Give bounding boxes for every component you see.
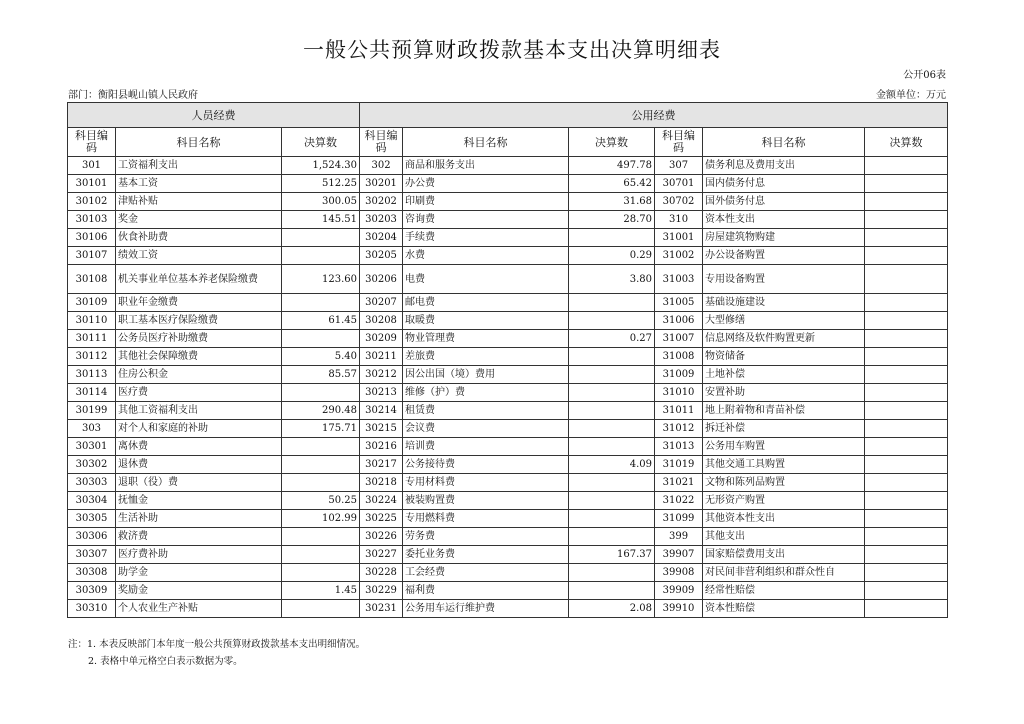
header-amount: 决算数 (865, 128, 948, 157)
amount-cell (865, 312, 948, 330)
code-cell: 307 (655, 157, 703, 175)
name-cell: 工会经费 (403, 564, 569, 582)
amount-cell: 4.09 (569, 456, 655, 474)
table-row (68, 247, 948, 265)
amount-cell (865, 247, 948, 265)
name-cell: 办公费 (403, 175, 569, 193)
name-cell: 拆迁补偿 (703, 420, 865, 438)
code-cell: 30217 (360, 456, 403, 474)
group-header-row (68, 103, 948, 128)
name-cell: 其他工资福利支出 (116, 402, 282, 420)
amount-cell (569, 402, 655, 420)
amount-cell (282, 229, 360, 247)
amount-cell (865, 265, 948, 294)
name-cell: 助学金 (116, 564, 282, 582)
name-cell: 退休费 (116, 456, 282, 474)
name-cell: 伙食补助费 (116, 229, 282, 247)
amount-cell (865, 456, 948, 474)
name-cell: 培训费 (403, 438, 569, 456)
name-cell: 医疗费补助 (116, 546, 282, 564)
amount-cell (865, 474, 948, 492)
code-cell: 30106 (68, 229, 116, 247)
name-cell: 商品和服务支出 (403, 157, 569, 175)
column-header-row (68, 128, 948, 157)
header-amount: 决算数 (282, 128, 360, 157)
amount-cell (569, 510, 655, 528)
name-cell: 被装购置费 (403, 492, 569, 510)
table-row (68, 211, 948, 229)
code-cell: 30103 (68, 211, 116, 229)
code-cell: 30209 (360, 330, 403, 348)
amount-cell: 2.08 (569, 600, 655, 618)
code-cell: 30112 (68, 348, 116, 366)
name-cell: 物资储备 (703, 348, 865, 366)
name-cell: 救济费 (116, 528, 282, 546)
name-cell: 其他社会保障缴费 (116, 348, 282, 366)
table-row (68, 438, 948, 456)
amount-cell: 5.40 (282, 348, 360, 366)
name-cell: 住房公积金 (116, 366, 282, 384)
code-cell: 30208 (360, 312, 403, 330)
code-cell: 30199 (68, 402, 116, 420)
code-cell: 30218 (360, 474, 403, 492)
amount-cell: 31.68 (569, 193, 655, 211)
table-row (68, 330, 948, 348)
name-cell: 专用燃料费 (403, 510, 569, 528)
code-cell: 303 (68, 420, 116, 438)
code-cell: 30309 (68, 582, 116, 600)
name-cell: 公务接待费 (403, 456, 569, 474)
code-cell: 30214 (360, 402, 403, 420)
name-cell: 资本性支出 (703, 211, 865, 229)
amount-cell (569, 312, 655, 330)
name-cell: 离休费 (116, 438, 282, 456)
table-row (68, 492, 948, 510)
code-cell: 30702 (655, 193, 703, 211)
amount-cell (282, 438, 360, 456)
code-cell: 30306 (68, 528, 116, 546)
name-cell: 福利费 (403, 582, 569, 600)
code-cell: 30302 (68, 456, 116, 474)
notes (68, 636, 365, 670)
code-cell: 30212 (360, 366, 403, 384)
name-cell: 其他支出 (703, 528, 865, 546)
amount-cell: 145.51 (282, 211, 360, 229)
amount-cell (865, 420, 948, 438)
amount-cell: 65.42 (569, 175, 655, 193)
amount-cell (865, 492, 948, 510)
code-cell: 30231 (360, 600, 403, 618)
form-number: 公开06表 (903, 70, 946, 81)
amount-cell: 512.25 (282, 175, 360, 193)
table-row (68, 294, 948, 312)
code-cell: 30206 (360, 265, 403, 294)
name-cell: 租赁费 (403, 402, 569, 420)
amount-cell (569, 294, 655, 312)
name-cell: 公务员医疗补助缴费 (116, 330, 282, 348)
name-cell: 电费 (403, 265, 569, 294)
amount-cell (865, 229, 948, 247)
code-cell: 30301 (68, 438, 116, 456)
name-cell: 职业年金缴费 (116, 294, 282, 312)
amount-cell: 61.45 (282, 312, 360, 330)
name-cell: 地上附着物和青苗补偿 (703, 402, 865, 420)
name-cell: 对民间非营利组织和群众性自 (703, 564, 865, 582)
table-row (68, 265, 948, 294)
amount-cell (865, 330, 948, 348)
code-cell: 30201 (360, 175, 403, 193)
header-code: 科目编码 (360, 128, 403, 157)
name-cell: 工资福利支出 (116, 157, 282, 175)
code-cell: 31013 (655, 438, 703, 456)
code-cell: 30228 (360, 564, 403, 582)
table-row (68, 546, 948, 564)
code-cell: 30113 (68, 366, 116, 384)
name-cell: 国家赔偿费用支出 (703, 546, 865, 564)
amount-cell (569, 229, 655, 247)
table-row (68, 312, 948, 330)
name-cell: 手续费 (403, 229, 569, 247)
code-cell: 30205 (360, 247, 403, 265)
name-cell: 文物和陈列品购置 (703, 474, 865, 492)
amount-cell (282, 330, 360, 348)
code-cell: 30213 (360, 384, 403, 402)
code-cell: 30109 (68, 294, 116, 312)
code-cell: 31011 (655, 402, 703, 420)
amount-cell (569, 564, 655, 582)
code-cell: 30310 (68, 600, 116, 618)
amount-cell (569, 582, 655, 600)
name-cell: 会议费 (403, 420, 569, 438)
code-cell: 30207 (360, 294, 403, 312)
name-cell: 奖金 (116, 211, 282, 229)
name-cell: 机关事业单位基本养老保险缴费 (116, 265, 282, 294)
name-cell: 委托业务费 (403, 546, 569, 564)
amount-cell (569, 348, 655, 366)
name-cell: 抚恤金 (116, 492, 282, 510)
name-cell: 差旅费 (403, 348, 569, 366)
code-cell: 30108 (68, 265, 116, 294)
name-cell: 基本工资 (116, 175, 282, 193)
amount-cell (865, 157, 948, 175)
table-row (68, 510, 948, 528)
code-cell: 31008 (655, 348, 703, 366)
name-cell: 退职（役）费 (116, 474, 282, 492)
header-name: 科目名称 (703, 128, 865, 157)
amount-cell: 3.80 (569, 265, 655, 294)
name-cell: 绩效工资 (116, 247, 282, 265)
code-cell: 301 (68, 157, 116, 175)
amount-cell: 497.78 (569, 157, 655, 175)
name-cell: 大型修缮 (703, 312, 865, 330)
amount-cell (282, 294, 360, 312)
amount-cell (865, 528, 948, 546)
name-cell: 专用设备购置 (703, 265, 865, 294)
amount-cell: 50.25 (282, 492, 360, 510)
amount-cell: 175.71 (282, 420, 360, 438)
table-row (68, 384, 948, 402)
amount-cell (865, 546, 948, 564)
table-row (68, 193, 948, 211)
code-cell: 31022 (655, 492, 703, 510)
code-cell: 31099 (655, 510, 703, 528)
amount-cell (282, 456, 360, 474)
header-name: 科目名称 (403, 128, 569, 157)
name-cell: 公务用车运行维护费 (403, 600, 569, 618)
name-cell: 基础设施建设 (703, 294, 865, 312)
code-cell: 30224 (360, 492, 403, 510)
header-name: 科目名称 (116, 128, 282, 157)
amount-cell (569, 528, 655, 546)
code-cell: 30114 (68, 384, 116, 402)
code-cell: 30307 (68, 546, 116, 564)
amount-cell: 28.70 (569, 211, 655, 229)
amount-cell: 123.60 (282, 265, 360, 294)
table-row (68, 456, 948, 474)
name-cell: 债务利息及费用支出 (703, 157, 865, 175)
amount-cell (865, 582, 948, 600)
amount-cell (282, 564, 360, 582)
table-row (68, 528, 948, 546)
code-cell: 30110 (68, 312, 116, 330)
amount-cell (569, 492, 655, 510)
code-cell: 30701 (655, 175, 703, 193)
name-cell: 咨询费 (403, 211, 569, 229)
code-cell: 31002 (655, 247, 703, 265)
name-cell: 职工基本医疗保险缴费 (116, 312, 282, 330)
name-cell: 个人农业生产补贴 (116, 600, 282, 618)
code-cell: 30303 (68, 474, 116, 492)
name-cell: 专用材料费 (403, 474, 569, 492)
name-cell: 邮电费 (403, 294, 569, 312)
code-cell: 30202 (360, 193, 403, 211)
name-cell: 公务用车购置 (703, 438, 865, 456)
code-cell: 30111 (68, 330, 116, 348)
code-cell: 30211 (360, 348, 403, 366)
table-row (68, 600, 948, 618)
name-cell: 对个人和家庭的补助 (116, 420, 282, 438)
name-cell: 劳务费 (403, 528, 569, 546)
name-cell: 取暖费 (403, 312, 569, 330)
code-cell: 30227 (360, 546, 403, 564)
name-cell: 房屋建筑物购建 (703, 229, 865, 247)
amount-cell (282, 384, 360, 402)
code-cell: 30226 (360, 528, 403, 546)
amount-cell (282, 600, 360, 618)
code-cell: 31019 (655, 456, 703, 474)
code-cell: 31006 (655, 312, 703, 330)
name-cell: 国外债务付息 (703, 193, 865, 211)
amount-cell (282, 247, 360, 265)
amount-cell (865, 348, 948, 366)
code-cell: 39910 (655, 600, 703, 618)
name-cell: 水费 (403, 247, 569, 265)
code-cell: 30107 (68, 247, 116, 265)
code-cell: 30225 (360, 510, 403, 528)
name-cell: 生活补助 (116, 510, 282, 528)
amount-cell (282, 474, 360, 492)
name-cell: 土地补偿 (703, 366, 865, 384)
name-cell: 国内债务付息 (703, 175, 865, 193)
code-cell: 31010 (655, 384, 703, 402)
amount-cell (569, 420, 655, 438)
code-cell: 30308 (68, 564, 116, 582)
group-public: 公用经费 (360, 103, 948, 128)
code-cell: 31007 (655, 330, 703, 348)
code-cell: 31012 (655, 420, 703, 438)
note-2: 2. 表格中单元格空白表示数据为零。 (88, 656, 243, 667)
name-cell: 办公设备购置 (703, 247, 865, 265)
name-cell: 奖励金 (116, 582, 282, 600)
name-cell: 资本性赔偿 (703, 600, 865, 618)
code-cell: 30229 (360, 582, 403, 600)
code-cell: 30305 (68, 510, 116, 528)
name-cell: 经常性赔偿 (703, 582, 865, 600)
code-cell: 31009 (655, 366, 703, 384)
amount-cell: 102.99 (282, 510, 360, 528)
amount-cell: 0.27 (569, 330, 655, 348)
amount-cell (569, 438, 655, 456)
code-cell: 31003 (655, 265, 703, 294)
unit-label: 金额单位：万元 (876, 90, 946, 101)
name-cell: 其他交通工具购置 (703, 456, 865, 474)
group-personnel: 人员经费 (68, 103, 360, 128)
code-cell: 31001 (655, 229, 703, 247)
code-cell: 30215 (360, 420, 403, 438)
amount-cell: 85.57 (282, 366, 360, 384)
code-cell: 30203 (360, 211, 403, 229)
code-cell: 30101 (68, 175, 116, 193)
table-row (68, 582, 948, 600)
name-cell: 信息网络及软件购置更新 (703, 330, 865, 348)
name-cell: 无形资产购置 (703, 492, 865, 510)
table-row (68, 229, 948, 247)
amount-cell (282, 528, 360, 546)
table-row (68, 157, 948, 175)
code-cell: 31021 (655, 474, 703, 492)
code-cell: 30204 (360, 229, 403, 247)
amount-cell (865, 564, 948, 582)
header-amount: 决算数 (569, 128, 655, 157)
name-cell: 安置补助 (703, 384, 865, 402)
amount-cell: 0.29 (569, 247, 655, 265)
table-row (68, 366, 948, 384)
amount-cell: 167.37 (569, 546, 655, 564)
name-cell: 印刷费 (403, 193, 569, 211)
name-cell: 维修（护）费 (403, 384, 569, 402)
code-cell: 31005 (655, 294, 703, 312)
amount-cell: 1,524.30 (282, 157, 360, 175)
amount-cell (865, 175, 948, 193)
header-code: 科目编码 (655, 128, 703, 157)
code-cell: 39908 (655, 564, 703, 582)
code-cell: 399 (655, 528, 703, 546)
amount-cell (569, 366, 655, 384)
amount-cell (865, 211, 948, 229)
table-row (68, 402, 948, 420)
code-cell: 30304 (68, 492, 116, 510)
code-cell: 302 (360, 157, 403, 175)
code-cell: 310 (655, 211, 703, 229)
name-cell: 因公出国（境）费用 (403, 366, 569, 384)
page-title: 一般公共预算财政拨款基本支出决算明细表 (303, 38, 721, 62)
amount-cell (865, 510, 948, 528)
code-cell: 30216 (360, 438, 403, 456)
department-label: 部门：衡阳县岘山镇人民政府 (68, 90, 198, 101)
code-cell: 39907 (655, 546, 703, 564)
amount-cell (865, 600, 948, 618)
amount-cell (865, 193, 948, 211)
name-cell: 津贴补贴 (116, 193, 282, 211)
name-cell: 医疗费 (116, 384, 282, 402)
table-row (68, 348, 948, 366)
amount-cell: 290.48 (282, 402, 360, 420)
amount-cell (865, 384, 948, 402)
amount-cell (865, 402, 948, 420)
amount-cell: 300.05 (282, 193, 360, 211)
amount-cell: 1.45 (282, 582, 360, 600)
table-row (68, 175, 948, 193)
amount-cell (569, 474, 655, 492)
table-row (68, 564, 948, 582)
amount-cell (865, 438, 948, 456)
amount-cell (569, 384, 655, 402)
amount-cell (865, 294, 948, 312)
expenditure-table (67, 102, 948, 618)
amount-cell (282, 546, 360, 564)
amount-cell (865, 366, 948, 384)
table-row (68, 474, 948, 492)
name-cell: 其他资本性支出 (703, 510, 865, 528)
name-cell: 物业管理费 (403, 330, 569, 348)
note-1: 注：1. 本表反映部门本年度一般公共预算财政拨款基本支出明细情况。 (68, 639, 366, 650)
table-row (68, 420, 948, 438)
code-cell: 39909 (655, 582, 703, 600)
header-code: 科目编码 (68, 128, 116, 157)
code-cell: 30102 (68, 193, 116, 211)
